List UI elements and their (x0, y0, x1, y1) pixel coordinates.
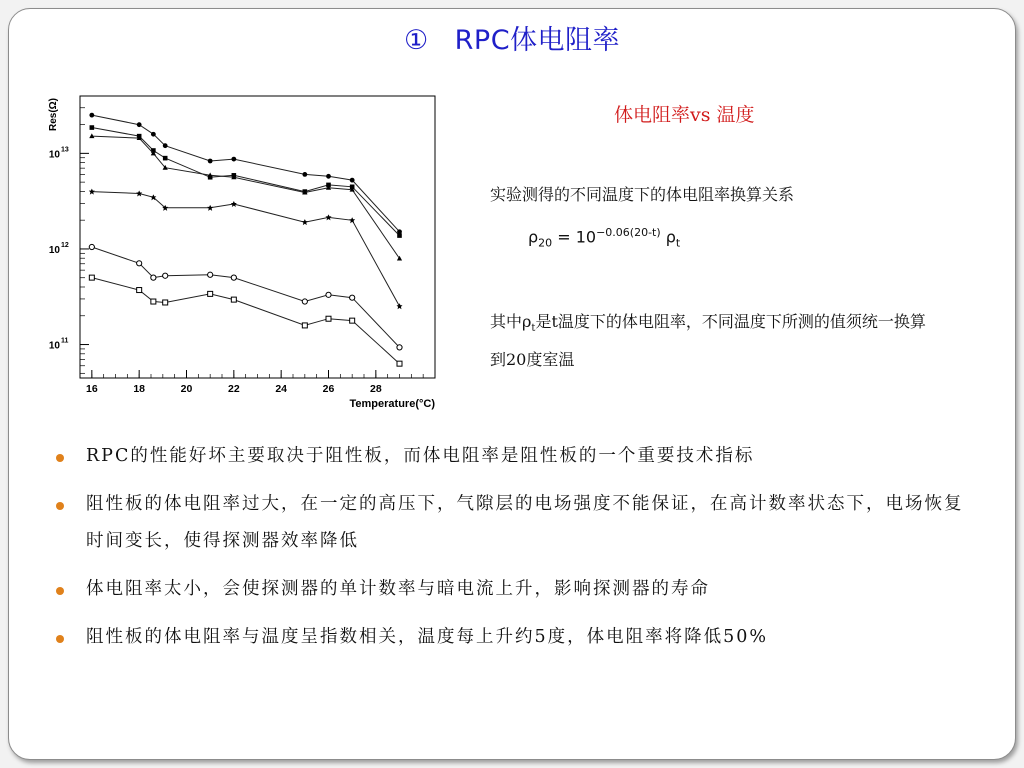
data-point (89, 244, 94, 249)
data-point (137, 122, 142, 127)
bullet-item (56, 619, 976, 656)
bullet-item (56, 438, 976, 475)
bullet-dot-icon (56, 454, 64, 462)
formula-exponent: −0.06(20-t) (596, 226, 661, 239)
bullet-dot-icon (56, 635, 64, 643)
data-point (350, 318, 355, 323)
y-tick-label: 10 (48, 244, 60, 256)
bullet-dot-icon (56, 502, 64, 510)
description-text: 实验测得的不同温度下的体电阻率换算关系 (490, 185, 795, 204)
formula-sub2: t (675, 236, 681, 250)
data-point (326, 316, 331, 321)
data-point (163, 143, 168, 148)
formula-rho: ρ (528, 227, 539, 247)
note-post: 是t温度下的体电阻率，不同温度下所测的值须统一换算到20度室温 (490, 312, 926, 370)
x-tick-label: 28 (369, 383, 382, 395)
bullet-list (56, 438, 976, 667)
data-point (137, 261, 142, 266)
data-point (397, 361, 402, 366)
data-point (208, 159, 213, 164)
data-point (302, 323, 307, 328)
y-tick-exponent: 13 (61, 146, 69, 154)
data-point (151, 275, 156, 280)
data-point (89, 113, 94, 118)
data-point (302, 172, 307, 177)
y-tick-label: 10 (48, 340, 60, 352)
x-tick-label: 20 (180, 383, 193, 395)
data-point (397, 233, 402, 238)
note-sub: t (531, 323, 536, 335)
y-tick-label: 10 (48, 149, 60, 161)
x-tick-label: 22 (227, 383, 240, 395)
data-point (137, 288, 142, 293)
formula-eq: = 10 (552, 227, 597, 247)
data-point (231, 157, 236, 162)
data-point (163, 273, 168, 278)
data-point (397, 345, 402, 350)
series-line-s3 (92, 136, 400, 258)
chart-svg (40, 92, 440, 412)
resistivity-chart (40, 92, 440, 412)
note-text (490, 306, 930, 375)
chart-title: 体电阻率vs 温度 (614, 104, 755, 126)
bullet-text: 体电阻率太小，会使探测器的单计数率与暗电流上升，影响探测器的寿命 (86, 579, 710, 599)
data-point (208, 272, 213, 277)
x-axis-label: Temperature(°C) (349, 398, 435, 410)
data-point (231, 297, 236, 302)
data-point (163, 300, 168, 305)
data-point (151, 132, 156, 137)
data-point (163, 156, 168, 161)
conversion-formula (528, 226, 680, 250)
data-point (90, 125, 95, 130)
bullet-text: 阻性板的体电阻率与温度呈指数相关，温度每上升约5度，体电阻率将降低50% (86, 627, 769, 647)
data-point (208, 291, 213, 296)
data-point (397, 303, 403, 309)
x-tick-label: 16 (85, 383, 98, 395)
bullet-text: 阻性板的体电阻率过大，在一定的高压下，气隙层的电场强度不能保证，在高计数率状态下，电场恢复时间变长，使得探测器效率降低 (86, 494, 964, 551)
y-tick-exponent: 11 (61, 337, 69, 345)
bullet-item (56, 571, 976, 608)
bullet-item (56, 486, 976, 560)
title-number: ① (403, 25, 429, 56)
bullet-dot-icon (56, 587, 64, 595)
data-point (350, 295, 355, 300)
data-point (326, 292, 331, 297)
bullet-text: RPC的性能好坏主要取决于阻性板，而体电阻率是阻性板的一个重要技术指标 (86, 446, 755, 466)
series-line-s1 (92, 115, 400, 232)
slide-title (0, 18, 1024, 57)
title-text: RPC体电阻率 (454, 25, 621, 56)
data-point (89, 275, 94, 280)
formula-rho2: ρ (660, 227, 676, 247)
data-point (350, 178, 355, 183)
data-point (302, 299, 307, 304)
x-tick-label: 26 (322, 383, 335, 395)
data-point (151, 299, 156, 304)
x-tick-label: 24 (275, 383, 288, 395)
data-point (231, 275, 236, 280)
x-tick-label: 18 (133, 383, 146, 395)
y-tick-exponent: 12 (61, 241, 69, 249)
y-axis-label: Res(Ω) (48, 98, 59, 132)
formula-sub: 20 (538, 236, 553, 250)
note-pre: 其中ρ (490, 312, 532, 331)
data-point (326, 174, 331, 179)
